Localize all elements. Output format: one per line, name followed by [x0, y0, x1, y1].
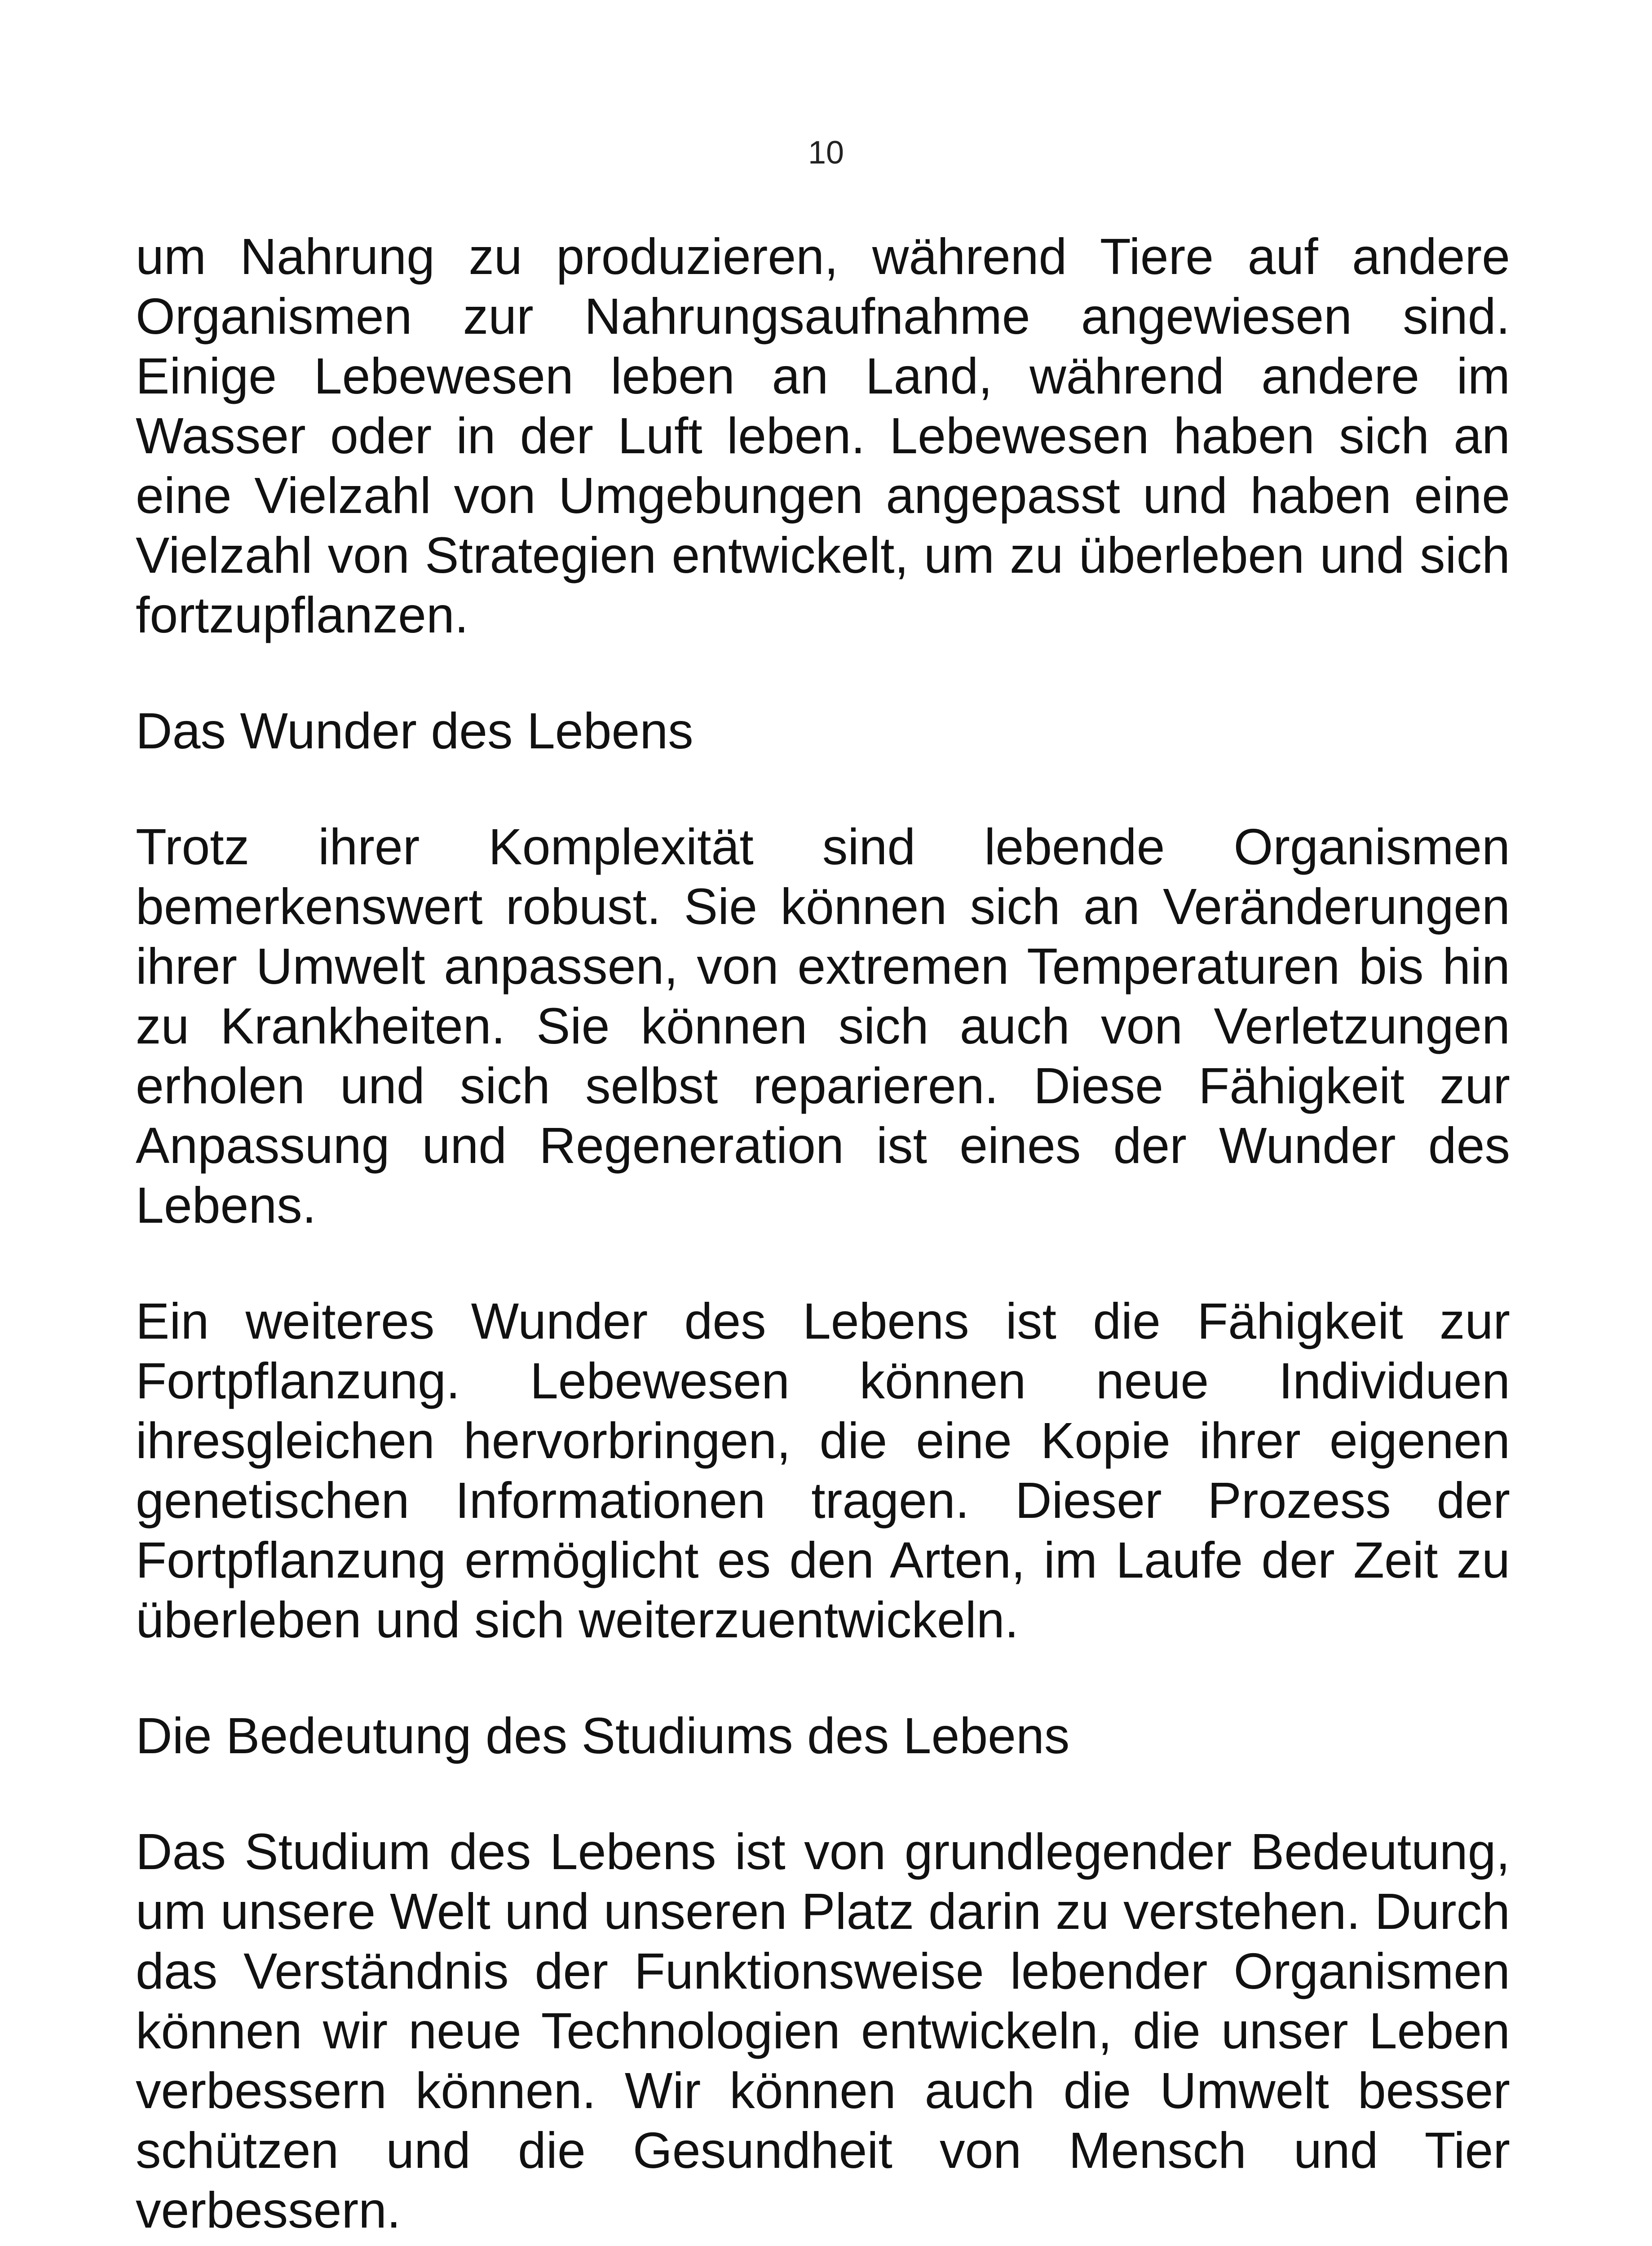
- paragraph-reproduction: Ein weiteres Wunder des Lebens ist die Fähigkeit zur Fortpflanzung. Lebewesen können neue Individuen ihresgleichen hervorbringen, die eine Kopie ihrer eigenen genetischen Informationen tragen. Dieser Prozess der Fortpflanzung ermöglicht es den Arten, im Laufe der Zeit zu überleben und sich weiterzuentwickeln.: [136, 1293, 1510, 1648]
- page-number: 10: [808, 135, 844, 171]
- section-heading-studium: Die Bedeutung des Studiums des Lebens: [136, 1707, 1070, 1764]
- paragraph-study: Das Studium des Lebens ist von grundlegender Bedeutung, um unsere Welt und unseren Platz darin zu verstehen. Durch das Verständnis der Funktionsweise lebender Organismen können wir neue Technologien entwickeln, die unser Leben verbessern können. Wir können auch die Umwelt besser schützen und die Gesundheit von Mensch und Tier verbessern.: [136, 1823, 1510, 2238]
- page-body: [136, 227, 1510, 2240]
- paragraph-robustness: Trotz ihrer Komplexität sind lebende Organismen bemerkenswert robust. Sie können sich an Veränderungen ihrer Umwelt anpassen, von extremen Temperaturen bis hin zu Krankheiten. Sie können sich auch von Verletzungen erholen und sich selbst reparieren. Diese Fähigkeit zur Anpassung und Regeneration ist eines der Wunder des Lebens.: [136, 818, 1510, 1234]
- intro-paragraph: um Nahrung zu produzieren, während Tiere auf andere Organismen zur Nahrungsaufnahme angewiesen sind. Einige Lebewesen leben an Land, während andere im Wasser oder in der Luft leben. Lebewesen haben sich an eine Vielzahl von Umgebungen angepasst und haben eine Vielzahl von Strategien entwickelt, um zu überleben und sich fortzupflanzen.: [136, 228, 1510, 643]
- section-heading-wunder: Das Wunder des Lebens: [136, 703, 693, 759]
